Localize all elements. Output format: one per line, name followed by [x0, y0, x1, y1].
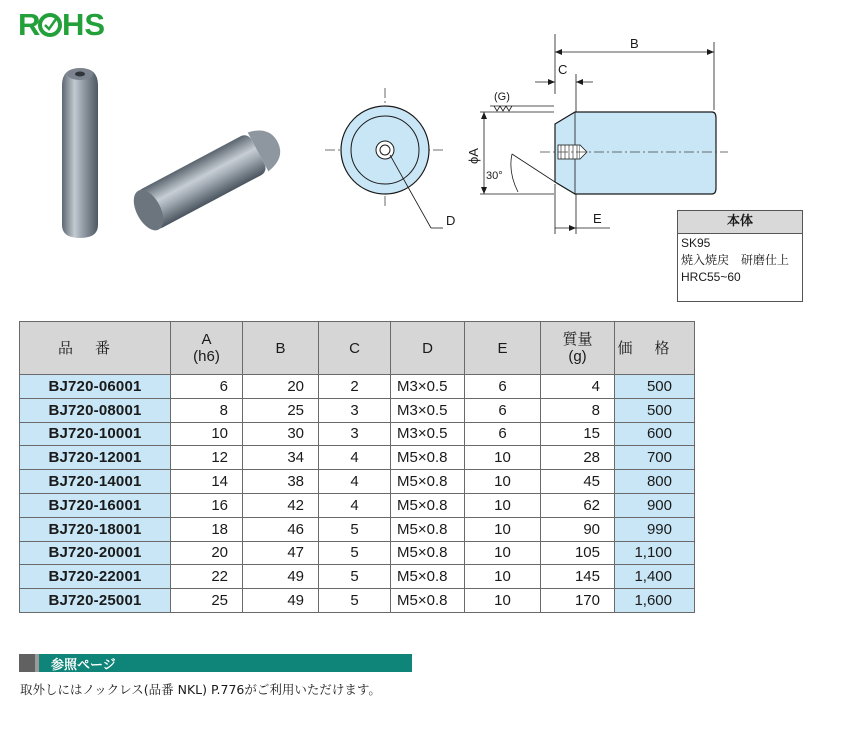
header-price: 価格 [615, 322, 695, 375]
material-lines [678, 234, 802, 286]
material-line: 焼入焼戻 研磨仕上 [681, 253, 790, 267]
cell-a: 16 [171, 493, 243, 517]
table-row [20, 493, 695, 517]
cell-e: 10 [465, 565, 541, 589]
label-b: B [630, 36, 639, 51]
table-row [20, 470, 695, 494]
table-row [20, 589, 695, 613]
table-row [20, 398, 695, 422]
cell-a: 10 [171, 422, 243, 446]
cell-e: 10 [465, 470, 541, 494]
table-row [20, 565, 695, 589]
cell-e: 10 [465, 541, 541, 565]
label-c: C [558, 62, 568, 77]
label-g: (G) [494, 91, 510, 103]
cell-e: 6 [465, 398, 541, 422]
cell-d: M5×0.8 [391, 470, 465, 494]
cell-price: 1,400 [615, 565, 695, 589]
header-a: A (h6) [171, 322, 243, 375]
rohs-logo-o [40, 15, 60, 35]
cell-a: 8 [171, 398, 243, 422]
cell-a: 12 [171, 446, 243, 470]
cell-b: 46 [243, 517, 319, 541]
header-part-number: 品番 [20, 322, 171, 375]
rohs-logo-hs: HS [62, 7, 106, 42]
cell-d: M3×0.5 [391, 375, 465, 399]
cell-c: 5 [319, 517, 391, 541]
angle-arc [511, 154, 518, 192]
label-phi-a: ϕA [466, 148, 481, 164]
cell-part-number: BJ720-06001 [20, 375, 171, 399]
cell-price: 700 [615, 446, 695, 470]
cell-price: 1,600 [615, 589, 695, 613]
cell-price: 990 [615, 517, 695, 541]
table-row [20, 541, 695, 565]
side-view-drawing [450, 34, 730, 234]
cell-b: 20 [243, 375, 319, 399]
cell-e: 6 [465, 422, 541, 446]
cell-part-number: BJ720-08001 [20, 398, 171, 422]
table-row [20, 446, 695, 470]
vertical-pin [62, 68, 98, 238]
cell-d: M5×0.8 [391, 589, 465, 613]
cell-price: 500 [615, 375, 695, 399]
cell-a: 25 [171, 589, 243, 613]
header-b: B [243, 322, 319, 375]
cell-b: 30 [243, 422, 319, 446]
material-box [677, 210, 803, 302]
rohs-logo-r: R [18, 7, 41, 42]
cell-mass: 105 [541, 541, 615, 565]
cell-a: 22 [171, 565, 243, 589]
cell-mass: 170 [541, 589, 615, 613]
cell-b: 49 [243, 565, 319, 589]
label-angle: 30° [486, 170, 503, 182]
reference-text: 取外しにはノックレス(品番 NKL) P.776がご利用いただけます。 [20, 682, 381, 697]
cell-c: 3 [319, 398, 391, 422]
cell-b: 42 [243, 493, 319, 517]
cell-price: 600 [615, 422, 695, 446]
cell-part-number: BJ720-25001 [20, 589, 171, 613]
cell-price: 900 [615, 493, 695, 517]
rohs-logo [18, 6, 118, 42]
cell-e: 10 [465, 446, 541, 470]
cell-price: 1,100 [615, 541, 695, 565]
cell-mass: 4 [541, 375, 615, 399]
cell-d: M5×0.8 [391, 541, 465, 565]
cell-c: 3 [319, 422, 391, 446]
cell-part-number: BJ720-14001 [20, 470, 171, 494]
cell-part-number: BJ720-16001 [20, 493, 171, 517]
cell-mass: 8 [541, 398, 615, 422]
cell-c: 4 [319, 493, 391, 517]
cell-price: 800 [615, 470, 695, 494]
tilted-pin [128, 122, 288, 235]
cell-c: 5 [319, 541, 391, 565]
cell-mass: 90 [541, 517, 615, 541]
cell-b: 38 [243, 470, 319, 494]
product-photo [40, 60, 300, 250]
cell-d: M5×0.8 [391, 565, 465, 589]
reference-bar-stub [19, 654, 35, 672]
header-c: C [319, 322, 391, 375]
cell-part-number: BJ720-12001 [20, 446, 171, 470]
rohs-check-icon [45, 19, 56, 29]
cell-d: M5×0.8 [391, 493, 465, 517]
material-line: SK95 [681, 236, 711, 250]
cell-b: 34 [243, 446, 319, 470]
cell-b: 25 [243, 398, 319, 422]
reference-header [19, 654, 412, 672]
cell-d: M5×0.8 [391, 446, 465, 470]
label-d: D [446, 213, 456, 228]
reference-title: 参照ページ [51, 657, 116, 673]
cell-part-number: BJ720-18001 [20, 517, 171, 541]
cell-e: 6 [465, 375, 541, 399]
header-e: E [465, 322, 541, 375]
cell-mass: 15 [541, 422, 615, 446]
cell-part-number: BJ720-22001 [20, 565, 171, 589]
cell-mass: 45 [541, 470, 615, 494]
spec-table [19, 321, 695, 613]
cell-e: 10 [465, 589, 541, 613]
cell-c: 4 [319, 446, 391, 470]
cell-a: 6 [171, 375, 243, 399]
cell-b: 49 [243, 589, 319, 613]
cell-c: 5 [319, 589, 391, 613]
cell-part-number: BJ720-20001 [20, 541, 171, 565]
cell-d: M3×0.5 [391, 398, 465, 422]
cell-mass: 145 [541, 565, 615, 589]
table-header-row [20, 322, 695, 375]
cell-c: 4 [319, 470, 391, 494]
material-line: HRC55~60 [681, 270, 741, 284]
tap-outer-circle [376, 141, 394, 159]
cell-a: 20 [171, 541, 243, 565]
cell-c: 5 [319, 565, 391, 589]
cell-mass: 62 [541, 493, 615, 517]
cell-c: 2 [319, 375, 391, 399]
front-view-drawing [325, 88, 465, 238]
cell-b: 47 [243, 541, 319, 565]
cell-part-number: BJ720-10001 [20, 422, 171, 446]
table-row [20, 375, 695, 399]
material-title: 本体 [678, 211, 802, 234]
table-body [20, 375, 695, 613]
cell-d: M5×0.8 [391, 517, 465, 541]
header-d: D [391, 322, 465, 375]
cell-mass: 28 [541, 446, 615, 470]
cell-e: 10 [465, 493, 541, 517]
cell-e: 10 [465, 517, 541, 541]
table-row [20, 422, 695, 446]
label-e: E [593, 211, 602, 226]
cell-a: 14 [171, 470, 243, 494]
table-row [20, 517, 695, 541]
header-mass: 質量 (g) [541, 322, 615, 375]
cell-a: 18 [171, 517, 243, 541]
cell-price: 500 [615, 398, 695, 422]
finish-mark-icon [494, 106, 512, 111]
cell-d: M3×0.5 [391, 422, 465, 446]
